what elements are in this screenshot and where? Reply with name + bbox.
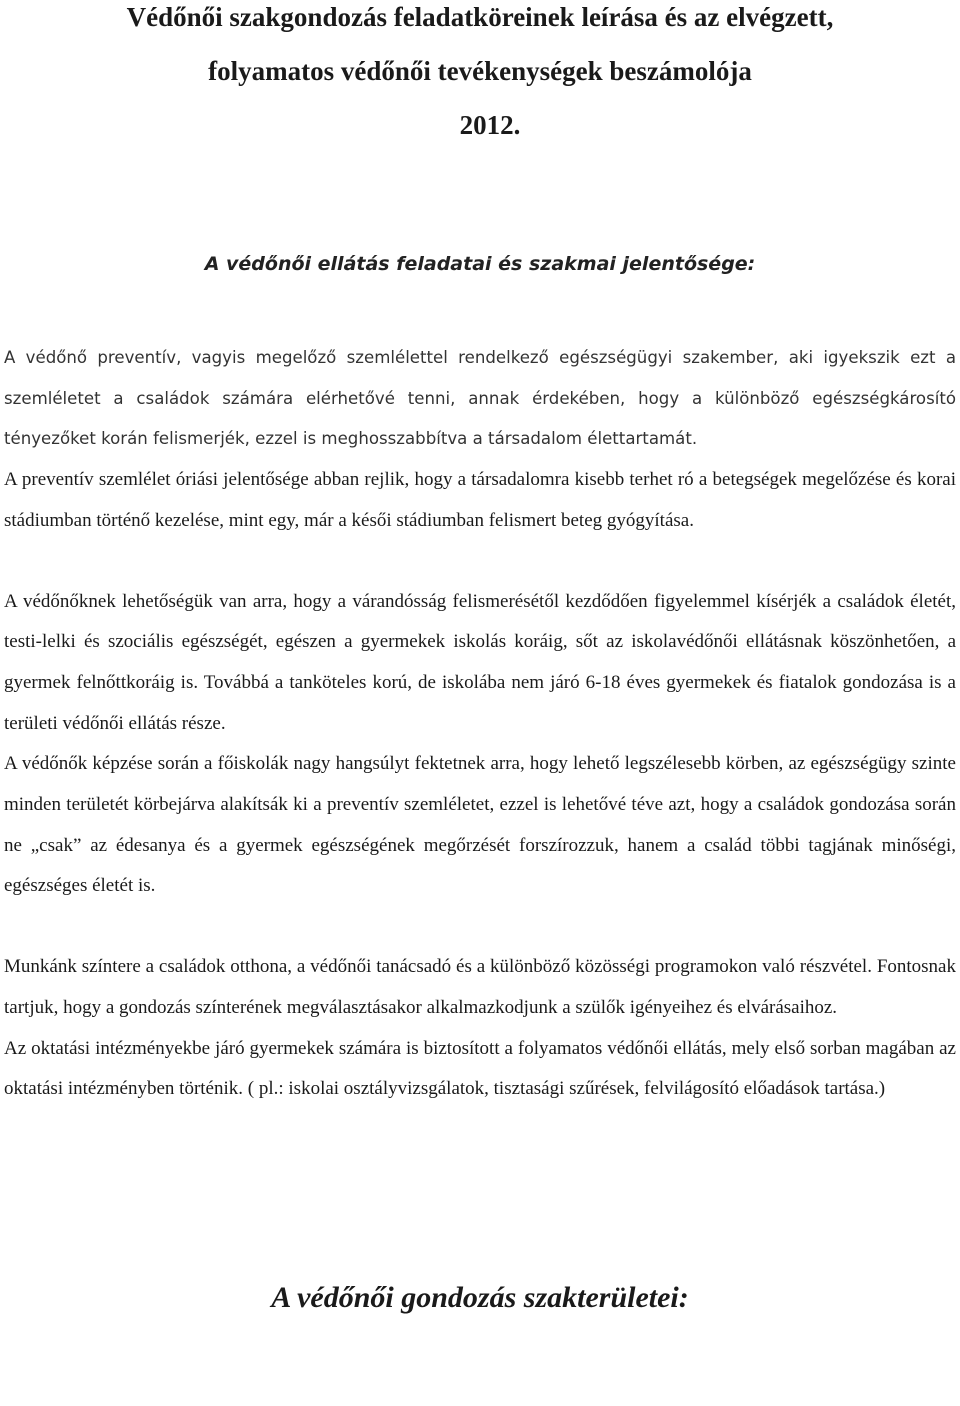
title-line-3: 2012. xyxy=(459,110,521,140)
document-title xyxy=(0,0,960,152)
section-heading: A védőnői ellátás feladatai és szakmai jelentősége: xyxy=(204,253,756,275)
paragraph-work-scene: Munkánk színtere a családok otthona, a védőnői tanácsadó és a különböző közösségi programokon való részvétel. Fontosnak tartjuk, hogy a gondozás színterének megválasztásakor alkalmazkodjunk a szülők igényeihez és elvárásaihoz. xyxy=(4,956,956,1018)
subsection-heading: A védőnői gondozás szakterületei: xyxy=(271,1281,689,1314)
paragraph-gap xyxy=(4,907,956,947)
paragraph-gap xyxy=(4,542,956,582)
title-line-1: Védőnői szakgondozás feladatköreinek leírása és az elvégzett, xyxy=(126,2,834,32)
title-line-2: folyamatos védőnői tevékenységek beszámolója xyxy=(208,56,752,86)
body-text xyxy=(4,338,956,1110)
paragraph-care-scope: A védőnőknek lehetőségük van arra, hogy a várandósság felismerésétől kezdődően figyelemmel kísérjék a családok életét, testi-lelki és szociális egészségét, egészen a gyermekek iskolás koráig, sőt az iskolavédőnői ellátásnak köszönhetően, a gyermek felnőttkoráig is. Továbbá a tanköteles korú, de iskolába nem járó 6-18 éves gyermekek és fiatalok gondozása is a területi védőnői ellátás része. xyxy=(4,590,956,734)
paragraph-school-care: Az oktatási intézményekbe járó gyermekek számára is biztosított a folyamatos védőnői ellátás, mely első sorban magában az oktatási intézményben történik. ( pl.: iskolai osztályvizsgálatok, tisztasági szűrések, felvilágosító előadások tartása.) xyxy=(4,1037,956,1100)
paragraph-training: A védőnők képzése során a főiskolák nagy hangsúlyt fektetnek arra, hogy lehető legszélesebb körben, az egészségügy szinte minden területét körbejárva alakítsák ki a preventív szemléletet, ezzel is lehetővé téve azt, hogy a családok gondozása során ne „csak” az édesanya és a gyermek egészségének megőrzését forszírozzuk, hanem a család többi tagjának minőségi, egészséges életét is. xyxy=(4,753,956,897)
paragraph-preventive-importance: A preventív szemlélet óriási jelentősége abban rejlik, hogy a társadalomra kisebb terhet ró a betegségek megelőzése és korai stádiumban történő kezelése, mint egy, már a késői stádiumban felismert beteg gyógyítása. xyxy=(4,469,956,531)
paragraph-preventive-role: A védőnő preventív, vagyis megelőző szemlélettel rendelkező egészségügyi szakember, aki igyekszik ezt a szemléletet a családok számára elérhetővé tenni, annak érdekében, hogy a különböző egészségkárosító tényezőket korán felismerjék, ezzel is meghosszabbítva a társadalom élettartamát. xyxy=(4,348,956,449)
